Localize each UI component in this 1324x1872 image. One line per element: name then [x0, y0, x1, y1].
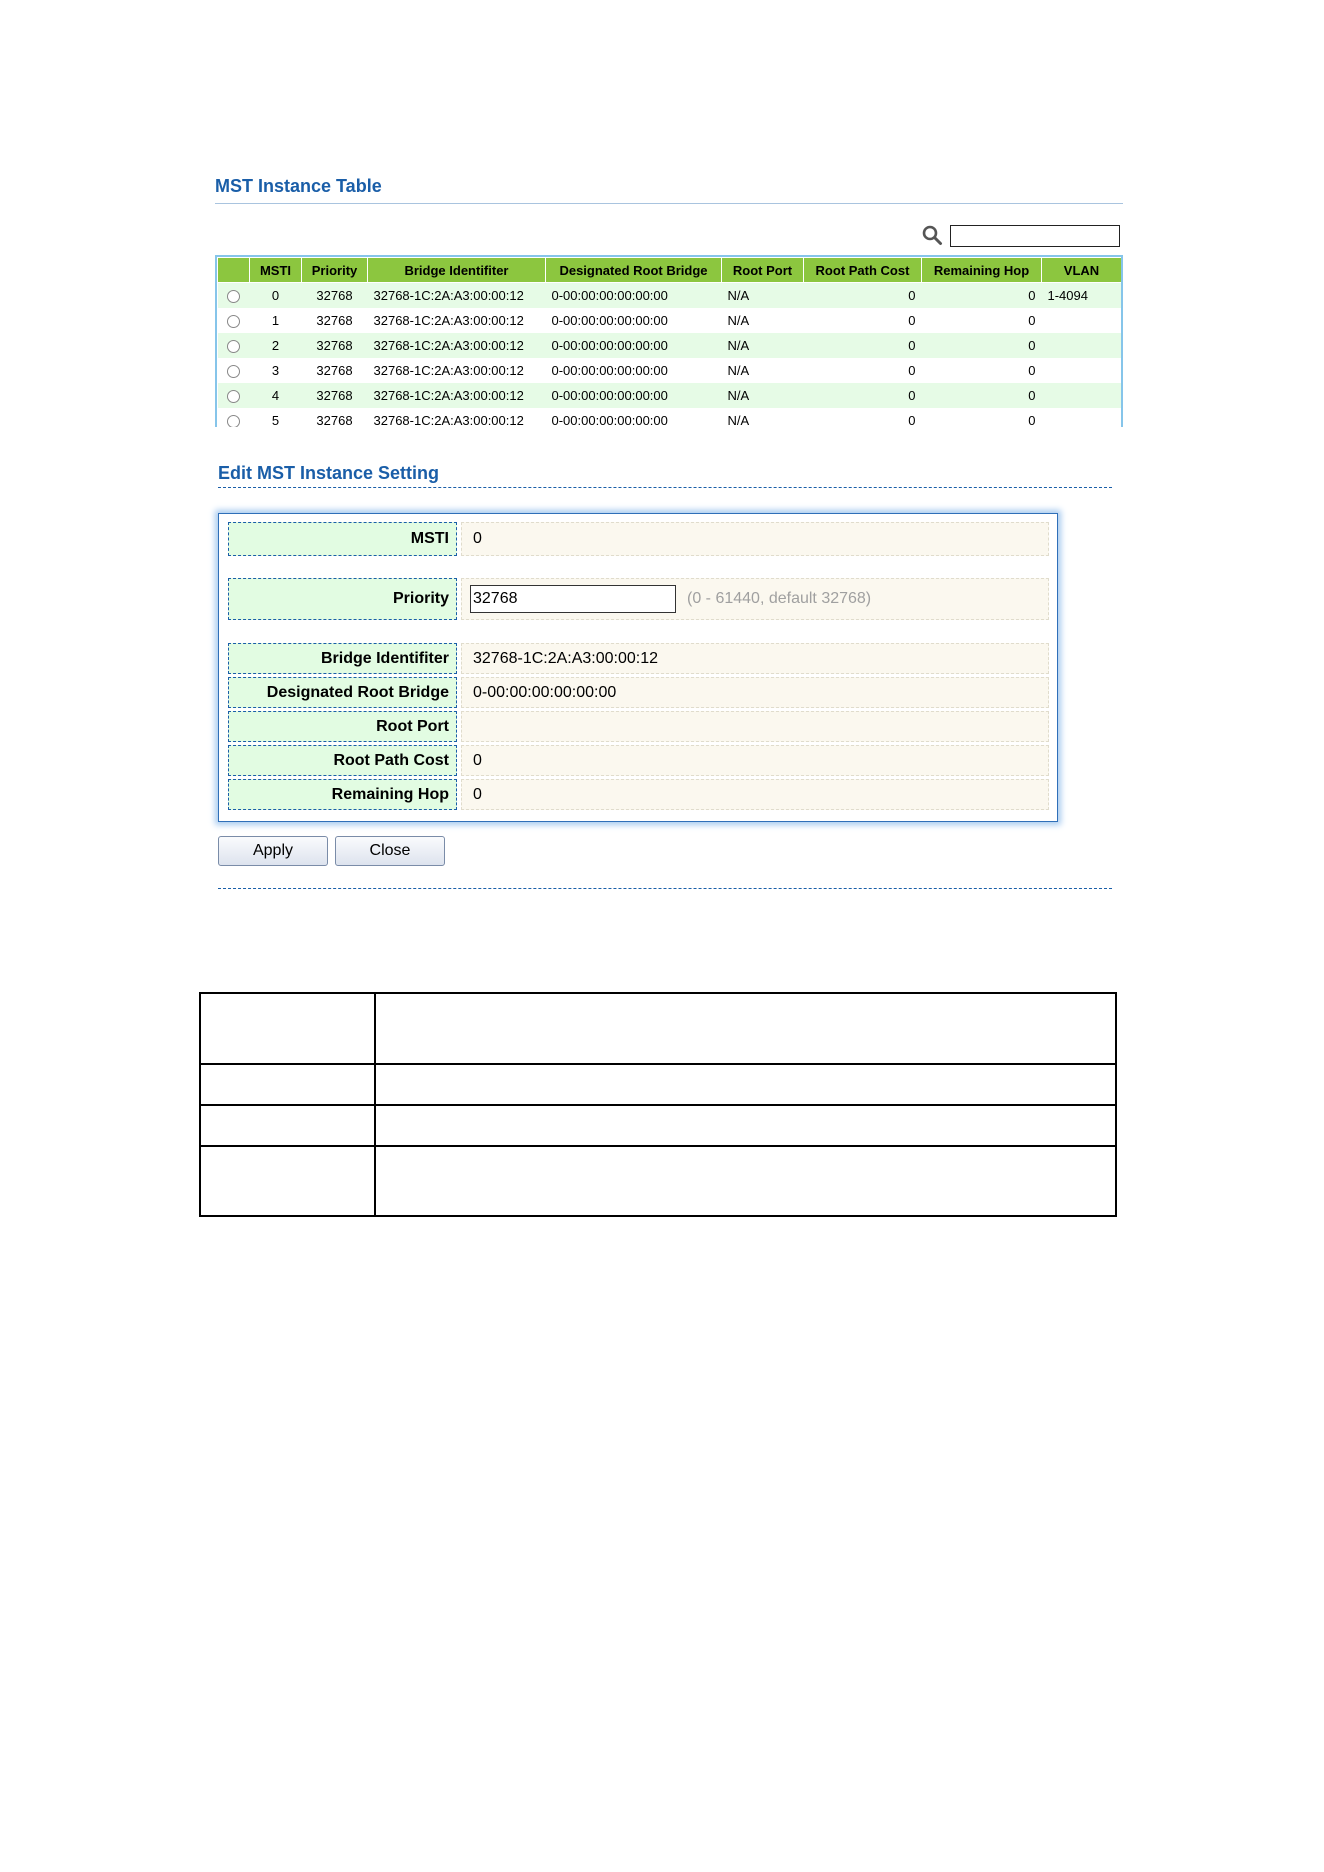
field-label-msti: MSTI: [228, 522, 457, 556]
row-select-radio[interactable]: [227, 390, 240, 403]
table-row[interactable]: [218, 383, 1122, 408]
cell-bridge-identifier: 32768-1C:2A:A3:00:00:12: [368, 408, 546, 427]
table-row-divider: [201, 1145, 1115, 1147]
row-select-radio[interactable]: [227, 340, 240, 353]
cell-root-path-cost: 0: [804, 308, 922, 333]
cell-bridge-identifier: 32768-1C:2A:A3:00:00:12: [368, 358, 546, 383]
priority-hint: (0 - 61440, default 32768): [687, 590, 872, 607]
field-value-priority: [461, 578, 1049, 620]
field-label-priority: Priority: [228, 578, 457, 620]
edit-section-title: Edit MST Instance Setting: [218, 463, 440, 483]
col-header-select: [218, 258, 250, 283]
cell-msti: 5: [250, 408, 302, 427]
table-row[interactable]: [218, 308, 1122, 333]
priority-input[interactable]: [470, 585, 676, 613]
table-row[interactable]: [218, 408, 1122, 427]
cell-bridge-identifier: 32768-1C:2A:A3:00:00:12: [368, 383, 546, 408]
field-value-root-port: [461, 711, 1049, 742]
close-button[interactable]: Close: [335, 836, 445, 866]
field-label-root-port: Root Port: [228, 711, 457, 742]
cell-root-path-cost: 0: [804, 358, 922, 383]
table-header-row: [218, 258, 1122, 283]
cell-msti: 3: [250, 358, 302, 383]
field-row-priority: [228, 578, 1049, 620]
col-header-bridge-identifier[interactable]: Bridge Identifiter: [368, 258, 546, 283]
cell-root-port: N/A: [722, 283, 804, 309]
field-value-bridge-identifier: 32768-1C:2A:A3:00:00:12: [461, 643, 1049, 674]
mst-instance-table: [215, 255, 1123, 427]
cell-priority: 32768: [302, 283, 368, 309]
cell-msti: 4: [250, 383, 302, 408]
field-row-root-port: [228, 711, 1049, 742]
cell-priority: 32768: [302, 333, 368, 358]
field-value-designated-root-bridge: 0-00:00:00:00:00:00: [461, 677, 1049, 708]
table-row-divider: [201, 1063, 1115, 1065]
cell-bridge-identifier: 32768-1C:2A:A3:00:00:12: [368, 308, 546, 333]
cell-designated-root-bridge: 0-00:00:00:00:00:00: [546, 283, 722, 309]
table-row-divider: [201, 1104, 1115, 1106]
cell-root-path-cost: 0: [804, 408, 922, 427]
table-row[interactable]: [218, 333, 1122, 358]
cell-msti: 0: [250, 283, 302, 309]
cell-root-port: N/A: [722, 383, 804, 408]
section-divider: [218, 487, 1112, 488]
cell-priority: 32768: [302, 408, 368, 427]
cell-root-path-cost: 0: [804, 333, 922, 358]
cell-remaining-hop: 0: [922, 358, 1042, 383]
field-label-remaining-hop: Remaining Hop: [228, 779, 457, 810]
cell-vlan: [1042, 408, 1122, 427]
cell-priority: 32768: [302, 383, 368, 408]
field-label-root-path-cost: Root Path Cost: [228, 745, 457, 776]
cell-root-port: N/A: [722, 308, 804, 333]
cell-designated-root-bridge: 0-00:00:00:00:00:00: [546, 333, 722, 358]
field-value-msti: 0: [461, 522, 1049, 556]
cell-priority: 32768: [302, 308, 368, 333]
cell-vlan: [1042, 333, 1122, 358]
col-header-root-path-cost[interactable]: Root Path Cost: [804, 258, 922, 283]
cell-remaining-hop: 0: [922, 333, 1042, 358]
col-header-priority[interactable]: Priority: [302, 258, 368, 283]
cell-designated-root-bridge: 0-00:00:00:00:00:00: [546, 308, 722, 333]
cell-bridge-identifier: 32768-1C:2A:A3:00:00:12: [368, 283, 546, 309]
field-value-root-path-cost: 0: [461, 745, 1049, 776]
col-header-msti[interactable]: MSTI: [250, 258, 302, 283]
section-divider: [218, 888, 1112, 889]
row-select-radio[interactable]: [227, 415, 240, 427]
col-header-vlan[interactable]: VLAN: [1042, 258, 1122, 283]
col-header-remaining-hop[interactable]: Remaining Hop: [922, 258, 1042, 283]
cell-vlan: 1-4094: [1042, 283, 1122, 309]
cell-vlan: [1042, 308, 1122, 333]
cell-remaining-hop: 0: [922, 283, 1042, 309]
col-header-root-port[interactable]: Root Port: [722, 258, 804, 283]
cell-designated-root-bridge: 0-00:00:00:00:00:00: [546, 358, 722, 383]
cell-designated-root-bridge: 0-00:00:00:00:00:00: [546, 408, 722, 427]
cell-root-port: N/A: [722, 408, 804, 427]
cell-root-path-cost: 0: [804, 283, 922, 309]
field-label-bridge-identifier: Bridge Identifiter: [228, 643, 457, 674]
row-select-radio[interactable]: [227, 365, 240, 378]
field-value-remaining-hop: 0: [461, 779, 1049, 810]
apply-button[interactable]: Apply: [218, 836, 328, 866]
edit-panel: [218, 513, 1058, 822]
cell-vlan: [1042, 358, 1122, 383]
cell-designated-root-bridge: 0-00:00:00:00:00:00: [546, 383, 722, 408]
table-row[interactable]: [218, 283, 1122, 309]
row-select-radio[interactable]: [227, 315, 240, 328]
cell-remaining-hop: 0: [922, 308, 1042, 333]
row-select-radio[interactable]: [227, 290, 240, 303]
col-header-designated-root-bridge[interactable]: Designated Root Bridge: [546, 258, 722, 283]
field-row-root-path-cost: [228, 745, 1049, 776]
cell-bridge-identifier: 32768-1C:2A:A3:00:00:12: [368, 333, 546, 358]
search-icon[interactable]: [921, 224, 943, 246]
cell-vlan: [1042, 383, 1122, 408]
cell-root-port: N/A: [722, 358, 804, 383]
mst-table-title: MST Instance Table: [215, 176, 382, 196]
table-row[interactable]: [218, 358, 1122, 383]
field-row-bridge-identifier: [228, 643, 1049, 674]
cell-root-path-cost: 0: [804, 383, 922, 408]
search-input[interactable]: [950, 225, 1120, 247]
cell-remaining-hop: 0: [922, 383, 1042, 408]
cell-msti: 2: [250, 333, 302, 358]
cell-root-port: N/A: [722, 333, 804, 358]
cell-remaining-hop: 0: [922, 408, 1042, 427]
cell-msti: 1: [250, 308, 302, 333]
cell-priority: 32768: [302, 358, 368, 383]
field-label-designated-root-bridge: Designated Root Bridge: [228, 677, 457, 708]
section-divider: [215, 203, 1123, 204]
description-table: [199, 992, 1117, 1217]
field-row-designated-root-bridge: [228, 677, 1049, 708]
field-row-remaining-hop: [228, 779, 1049, 810]
field-row-msti: [228, 522, 1049, 556]
